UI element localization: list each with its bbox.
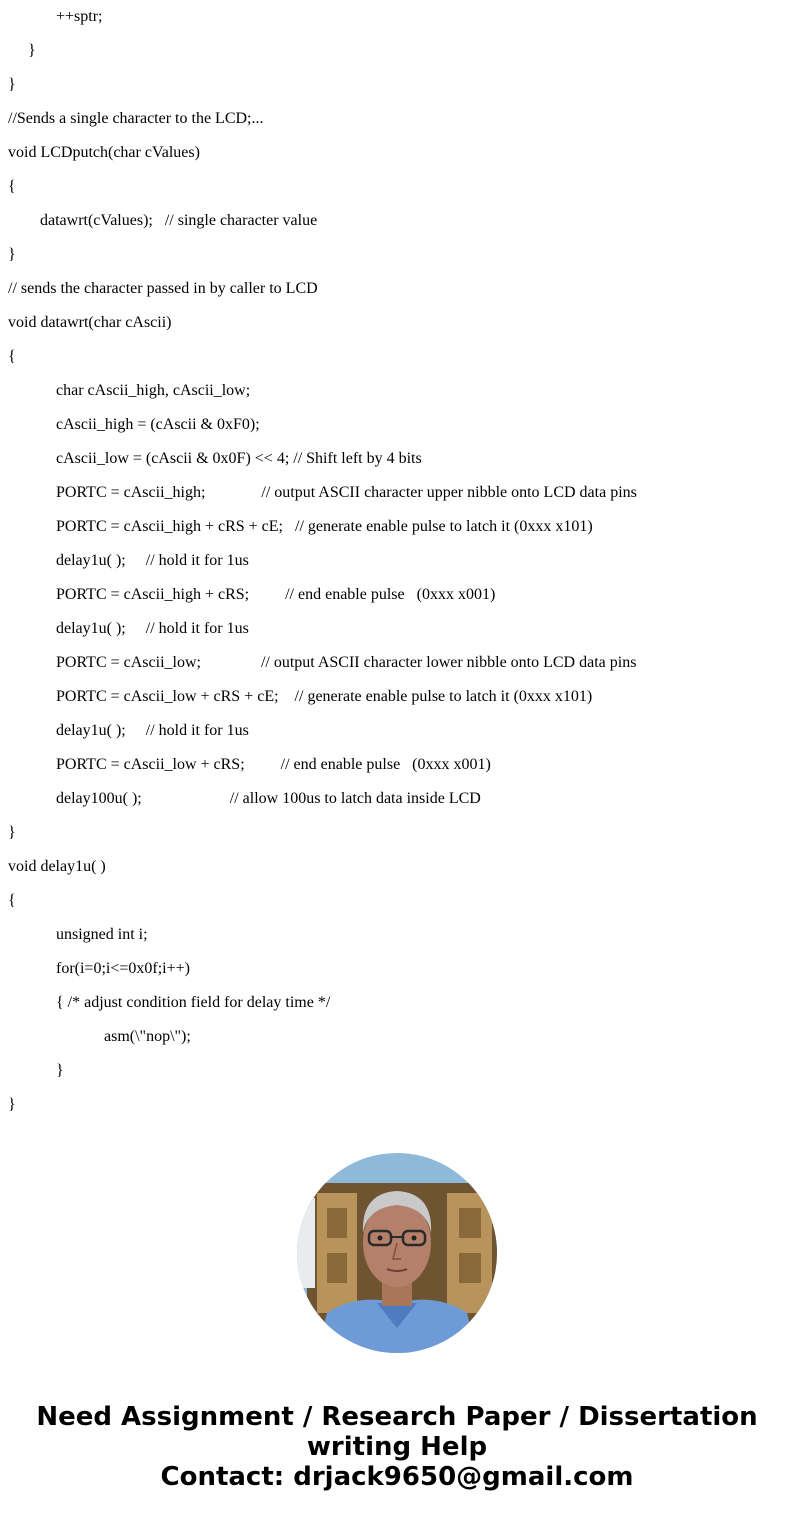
promo-line-1: Need Assignment / Research Paper / Dissertation <box>36 1402 758 1432</box>
code-line: unsigned int i; <box>56 926 148 943</box>
promo-line-2: writing Help <box>306 1432 488 1462</box>
code-line: PORTC = cAscii_high + cRS; // end enable pulse (0xxx x001) <box>56 586 496 603</box>
code-line: void delay1u( ) <box>8 858 106 875</box>
code-line: PORTC = cAscii_high; // output ASCII character upper nibble onto LCD data pins <box>56 484 637 501</box>
code-line: } <box>56 1062 64 1079</box>
code-line: { <box>8 892 16 909</box>
code-line: } <box>28 42 36 59</box>
code-line: for(i=0;i<=0x0f;i++) <box>56 960 190 977</box>
promo-footer <box>0 1402 794 1492</box>
code-line: cAscii_high = (cAscii & 0xF0); <box>56 416 260 433</box>
code-line: } <box>8 1096 16 1113</box>
author-avatar <box>297 1153 497 1353</box>
code-line: delay1u( ); // hold it for 1us <box>56 552 249 569</box>
code-line: cAscii_low = (cAscii & 0x0F) << 4; // Shift left by 4 bits <box>56 450 422 467</box>
code-line: PORTC = cAscii_low + cRS; // end enable pulse (0xxx x001) <box>56 756 491 773</box>
code-line: PORTC = cAscii_low + cRS + cE; // generate enable pulse to latch it (0xxx x101) <box>56 688 593 705</box>
code-line: ++sptr; <box>56 8 103 25</box>
code-line: //Sends a single character to the LCD;... <box>8 110 264 127</box>
code-line: { <box>8 178 16 195</box>
code-line: } <box>8 824 16 841</box>
code-line: PORTC = cAscii_high + cRS + cE; // generate enable pulse to latch it (0xxx x101) <box>56 518 593 535</box>
code-line: { /* adjust condition field for delay time */ <box>56 994 331 1011</box>
code-line: void datawrt(char cAscii) <box>8 314 172 331</box>
code-line: { <box>8 348 16 365</box>
code-line: } <box>8 246 16 263</box>
author-photo <box>297 1153 497 1353</box>
code-line: // sends the character passed in by caller to LCD <box>8 280 318 297</box>
contact-line: Contact: drjack9650@gmail.com <box>160 1462 634 1492</box>
code-line: asm(\"nop\"); <box>104 1028 191 1045</box>
code-line: delay1u( ); // hold it for 1us <box>56 620 249 637</box>
code-line: void LCDputch(char cValues) <box>8 144 200 161</box>
code-line: } <box>8 76 16 93</box>
code-line: delay100u( ); // allow 100us to latch data inside LCD <box>56 790 481 807</box>
code-line: datawrt(cValues); // single character value <box>40 212 318 229</box>
code-line: delay1u( ); // hold it for 1us <box>56 722 249 739</box>
code-line: PORTC = cAscii_low; // output ASCII character lower nibble onto LCD data pins <box>56 654 637 671</box>
code-line: char cAscii_high, cAscii_low; <box>56 382 251 399</box>
